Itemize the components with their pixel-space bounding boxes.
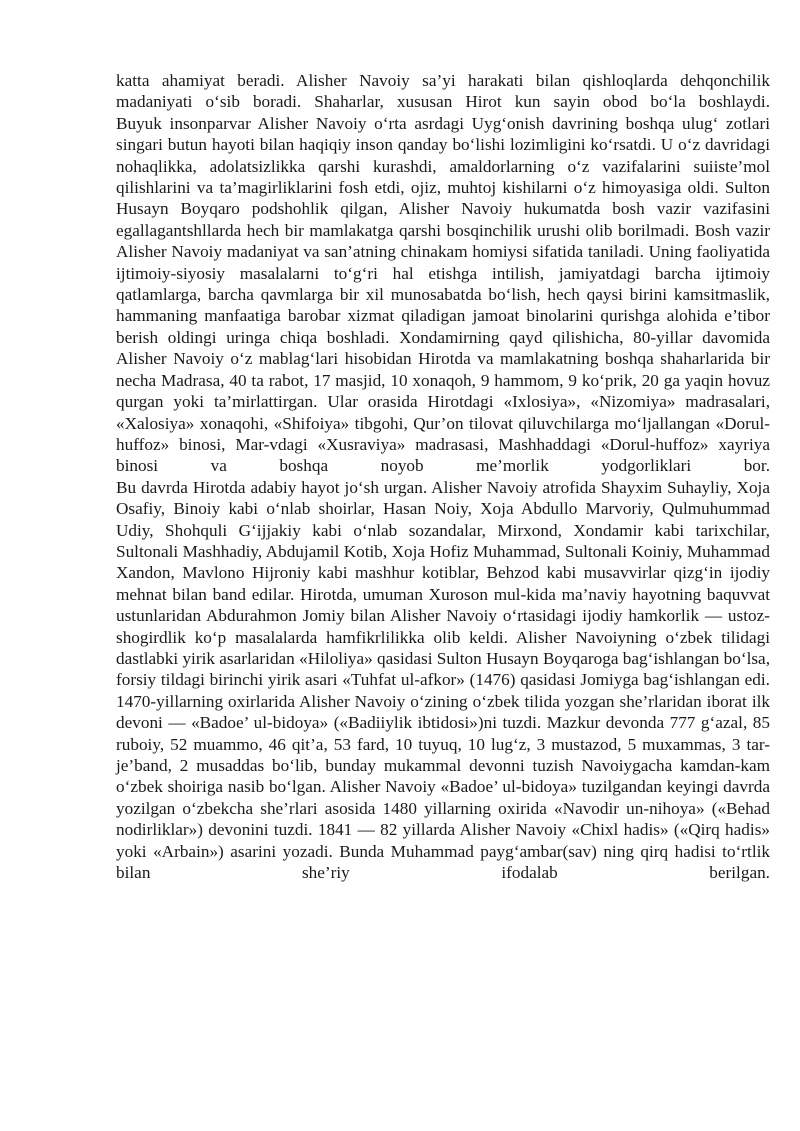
document-page [116,70,770,883]
paragraph: Bu davrda Hirotda adabiy hayot jo‘sh urgan. Alisher Navoiy atrofida Shayxim Suhayliy, Xoja Osafiy, Binoiy kabi o‘nlab shoirlar, Hasan Noiy, Xoja Abdullo Marvoriy, Qulmuhummad Udiy, Shohquli G‘ijjakiy kabi o‘nlab sozandalar, Mirxond, Xondamir kabi tarixchilar, Sultonali Mashhadiy, Abdujamil Kotib, Xoja Hofiz Muhammad, Sultonali Koiniy, Muhammad Xandon, Mavlono Hijroniy kabi mashhur kotiblar, Behzod kabi musavvirlar qizg‘in ijodiy mehnat bilan band edilar. Hirotda, umuman Xuroson mul-kida ma’naviy hayotning baquvvat ustunlaridan Abdurahmon Jomiy bilan Alisher Navoiy o‘rtasidagi ijodiy hamkorlik — ustoz-shogirdlik ko‘p masalalarda hamfikrlilikka olib keldi. Alisher Navoiyning o‘zbek tilidagi dastlabki yirik asarlaridan «Hiloliya» qasidasi Sulton Husayn Boyqaroga bag‘ishlangan bo‘lsa, forsiy tildagi birinchi yirik asari «Tuhfat ul-afkor» (1476) qasidasi Jomiyga bag‘ishlangan edi. [116,477,770,690]
paragraph: 1470-yillarning oxirlarida Alisher Navoiy o‘zining o‘zbek tilida yozgan she’rlaridan iborat ilk devoni — «Badoe’ ul-bidoya» («Badiiylik ibtidosi»)ni tuzdi. Mazkur devonda 777 g‘azal, 85 ruboiy, 52 muammo, 46 qit’a, 53 fard, 10 tuyuq, 10 lug‘z, 3 mustazod, 5 muxammas, 3 tar-je’band, 2 musaddas bo‘lib, bunday mukammal devonni tuzish Navoiygacha kamdan-kam o‘zbek shoiriga nasib bo‘lgan. Alisher Navoiy «Badoe’ ul-bidoya» tuzilgandan keyingi davrda yozilgan o‘zbekcha she’rlari asosida 1480 yillarning oxirida «Navodir un-nihoya» («Behad nodirliklar») devonini tuzdi. 1841 — 82 yillarda Alisher Navoiy «Chixl hadis» («Qirq hadis» yoki «Arbain») asarini yozadi. Bunda Muhammad payg‘ambar(sav) ning qirq hadisi to‘rtlik bilan she’riy ifodalab berilgan. [116,691,770,883]
paragraph: katta ahamiyat beradi. Alisher Navoiy sa’yi harakati bilan qishloqlarda dehqonchilik madaniyati o‘sib boradi. Shaharlar, xususan Hirot kun sayin obod bo‘la boshlaydi. [116,71,770,112]
paragraph: Buyuk insonparvar Alisher Navoiy o‘rta asrdagi Uyg‘onish davrining boshqa ulug‘ zotlari singari butun hayoti bilan haqiqiy inson qanday bo‘lishi lozimligini ko‘rsatdi. U o‘z davridagi nohaqlikka, adolatsizlikka qarshi kurashdi, amaldorlarning o‘z vazifalarini suiiste’mol qilishlarini va ta’magirliklarini fosh etdi, ojiz, muhtoj kishilarni o‘z himoyasiga oldi. Sulton Husayn Boyqaro podshohlik qilgan, Alisher Navoiy hukumatda bosh vazir vazifasini egallagantshllarda hech bir mamlakatga qarshi bosqinchilik urushi olib borilmadi. Bosh vazir Alisher Navoiy madaniyat va san’atning chinakam homiysi sifatida taniladi. Uning faoliyatida ijtimoiy-siyosiy masalalarni to‘g‘ri hal etishga intilish, jamiyatdagi barcha ijtimoiy qatlamlarga, barcha qavmlarga bir xil munosabatda bo‘lish, hech qaysi birini kamsitmaslik, hammaning manfaatiga barobar xizmat qiladigan jamoat binolarini qurishga alohida e’tibor berish oldingi uringa chiqa boshladi. Xondamirning qayd qilishicha, 80-yillar davomida Alisher Navoiy o‘z mablag‘lari hisobidan Hirotda va mamlakatning boshqa shaharlarida bir necha Madrasa, 40 ta rabot, 17 masjid, 10 xonaqoh, 9 hammom, 9 ko‘prik, 20 ga yaqin hovuz qurgan yoki ta’mirlattirgan. Ular orasida Hirotdagi «Ixlosiya», «Nizomiya» madrasalari, «Xalosiya» xonaqohi, «Shifoiya» tibgohi, Qur’on tilovat qiluvchilarga mo‘ljallangan «Dorul-huffoz» binosi, Mar-vdagi «Xusraviya» madrasasi, Mashhaddagi «Dorul-huffoz» xayriya binosi va boshqa noyob me’morlik yodgorliklari bor. [116,113,770,476]
